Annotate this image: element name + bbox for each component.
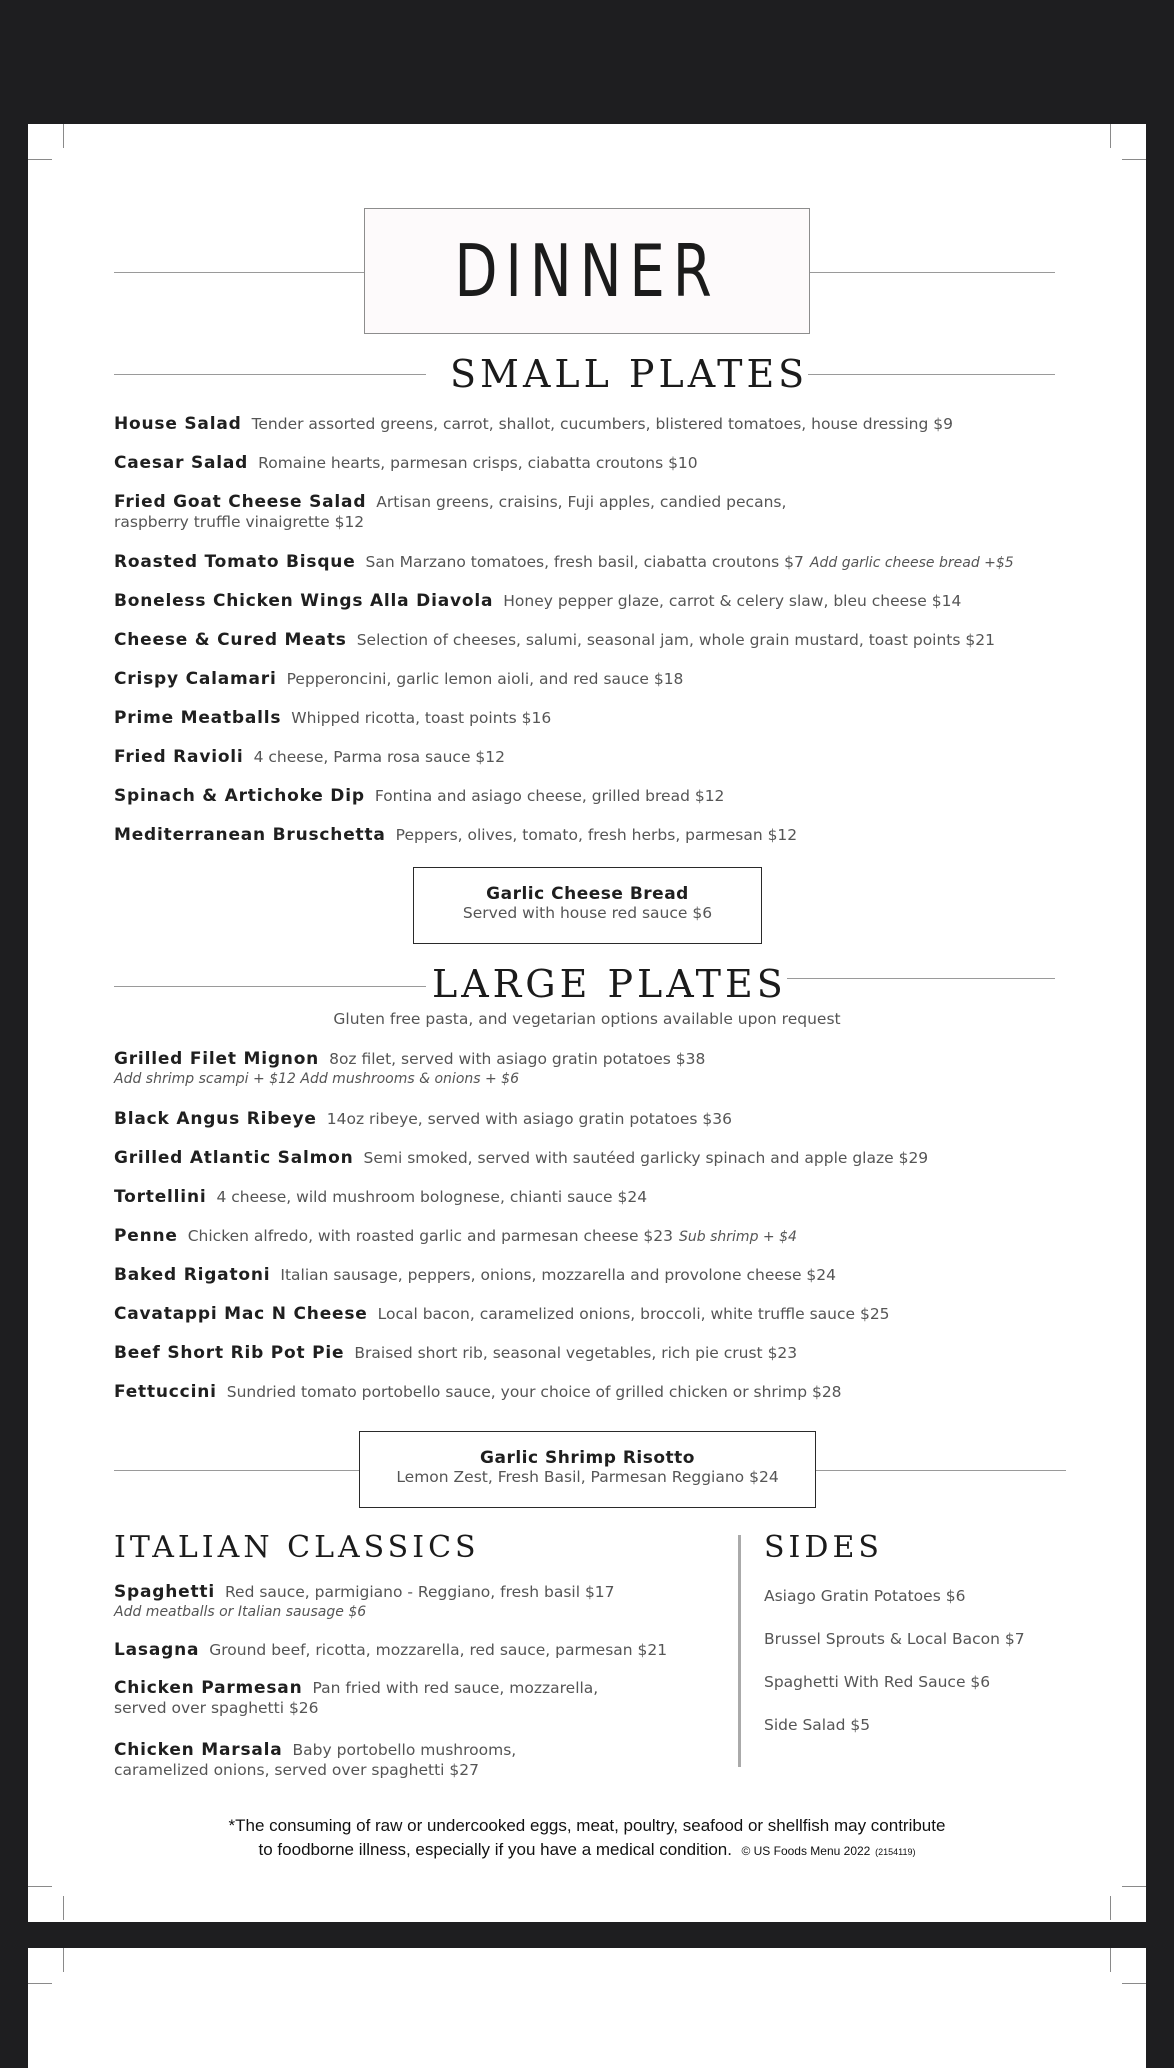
dietary-note: Gluten free pasta, and vegetarian options available upon request [333,1010,841,1028]
menu-item [114,1640,667,1660]
crop-mark [1110,1948,1111,1972]
crop-mark [1110,1896,1111,1920]
item-addon: Add garlic cheese bread +$5 [809,555,1014,571]
item-desc: Braised short rib, seasonal vegetables, rich pie crust $23 [354,1344,798,1362]
item-desc: Local bacon, caramelized onions, broccoli, white truffle sauce $25 [377,1305,890,1323]
side-item: Brussel Sprouts & Local Bacon $7 [764,1630,1025,1648]
menu-item [114,414,953,434]
menu-item [114,1148,928,1168]
menu-item [114,1187,647,1207]
item-addon: Add meatballs or Italian sausage $6 [114,1604,367,1620]
item-desc: Romaine hearts, parmesan crisps, ciabatta croutons $10 [258,454,698,472]
menu-item [114,630,995,650]
menu-item [114,1265,836,1285]
item-desc: Sundried tomato portobello sauce, your choice of grilled chicken or shrimp $28 [226,1383,842,1401]
featured-item-name: Garlic Cheese Bread [486,884,689,904]
large-plates-heading: LARGE PLATES [432,962,787,1006]
item-desc: Artisan greens, craisins, Fuji apples, candied pecans, [376,493,787,511]
menu-item [114,492,786,532]
featured-item-box [413,867,762,944]
item-name: Boneless Chicken Wings Alla Diavola [114,591,494,611]
item-name: Beef Short Rib Pot Pie [114,1343,345,1363]
menu-item [114,1382,842,1402]
menu-item [114,1109,732,1129]
crop-mark [28,159,52,160]
menu-item [114,786,724,806]
item-name: Caesar Salad [114,453,249,473]
item-desc: 4 cheese, Parma rosa sauce $12 [253,748,505,766]
title-rule-left [114,272,364,273]
featured-item-name: Garlic Shrimp Risotto [480,1448,695,1468]
item-desc: Chicken alfredo, with roasted garlic and parmesan cheese $23 [187,1227,674,1245]
page-title: DINNER [454,229,720,313]
item-name: Prime Meatballs [114,708,282,728]
item-addon: Add shrimp scampi + $12 Add mushrooms & onions + $6 [114,1071,519,1087]
item-desc: Fontina and asiago cheese, grilled bread $12 [374,787,725,805]
item-name: Penne [114,1226,178,1246]
crop-mark [1122,1983,1146,1984]
menu-item [114,825,797,845]
featured-item-desc: Served with house red sauce $6 [462,904,713,922]
item-desc: Pan fried with red sauce, mozzarella, [312,1679,599,1697]
menu-item [114,669,683,689]
item-name: Mediterranean Bruschetta [114,825,386,845]
item-name: Spaghetti [114,1582,215,1602]
menu-item [114,1678,598,1718]
italian-classics-heading: ITALIAN CLASSICS [114,1530,480,1565]
item-desc: Italian sausage, peppers, onions, mozzarella and provolone cheese $24 [280,1266,837,1284]
menu-item [114,453,698,473]
item-desc-continued: raspberry truffle vinaigrette $12 [114,513,365,531]
menu-item [114,747,505,767]
small-plates-rule-left [114,374,426,375]
crop-mark [1122,1886,1146,1887]
feature-rule-right [816,1470,1066,1471]
copyright: © US Foods Menu 2022 [741,1844,871,1858]
large-plates-rule-left [114,986,426,987]
item-name: Grilled Atlantic Salmon [114,1148,354,1168]
item-name: Lasagna [114,1640,200,1660]
item-desc: Ground beef, ricotta, mozzarella, red sauce, parmesan $21 [209,1641,668,1659]
menu-item [114,1740,516,1780]
menu-item [114,1226,797,1247]
item-desc: 4 cheese, wild mushroom bolognese, chianti sauce $24 [216,1188,648,1206]
item-name: House Salad [114,414,242,434]
side-item: Side Salad $5 [764,1716,871,1734]
title-box [364,208,810,334]
menu-item [114,552,1014,573]
small-plates-heading: SMALL PLATES [450,352,809,396]
item-desc: Selection of cheeses, salumi, seasonal jam, whole grain mustard, toast points $21 [356,631,995,649]
crop-mark [28,1886,52,1887]
item-name: Fried Goat Cheese Salad [114,492,367,512]
column-divider [738,1535,741,1767]
crop-mark [1110,124,1111,148]
item-name: Grilled Filet Mignon [114,1049,320,1069]
menu-item [114,1343,797,1363]
disclaimer-line-2-row [0,1838,1174,1864]
menu-item [114,1304,890,1324]
crop-mark [63,1896,64,1920]
item-name: Spinach & Artichoke Dip [114,786,365,806]
menu-item [114,1582,615,1622]
side-item: Spaghetti With Red Sauce $6 [764,1673,991,1691]
item-desc: Semi smoked, served with sautéed garlicky spinach and apple glaze $29 [363,1149,929,1167]
item-name: Baked Rigatoni [114,1265,271,1285]
item-name: Fried Ravioli [114,747,244,767]
item-desc-continued: caramelized onions, served over spaghetti $27 [114,1761,479,1779]
sides-heading: SIDES [764,1530,883,1565]
item-desc: Red sauce, parmigiano - Reggiano, fresh basil $17 [224,1583,615,1601]
item-desc: 14oz ribeye, served with asiago gratin potatoes $36 [326,1110,732,1128]
item-addon: Sub shrimp + $4 [679,1229,797,1245]
disclaimer-line-2: to foodborne illness, especially if you have a medical condition. [258,1840,732,1859]
crop-mark [63,124,64,148]
item-name: Cavatappi Mac N Cheese [114,1304,368,1324]
menu-code: (2154119) [875,1847,916,1857]
featured-item-desc: Lemon Zest, Fresh Basil, Parmesan Reggiano $24 [396,1468,779,1486]
disclaimer-line-1: *The consuming of raw or undercooked eggs, meat, poultry, seafood or shellfish may contribute [228,1816,946,1835]
item-name: Roasted Tomato Bisque [114,552,356,572]
item-name: Tortellini [114,1187,207,1207]
item-desc: Whipped ricotta, toast points $16 [291,709,552,727]
feature-rule-left [114,1470,359,1471]
featured-item-box [359,1431,816,1508]
title-rule-right [810,272,1055,273]
item-desc: San Marzano tomatoes, fresh basil, ciabatta croutons $7 [365,553,804,571]
next-menu-page [28,1948,1146,2068]
item-desc: Pepperoncini, garlic lemon aioli, and red sauce $18 [286,670,684,688]
item-desc: Peppers, olives, tomato, fresh herbs, parmesan $12 [395,826,798,844]
item-desc: Honey pepper glaze, carrot & celery slaw, bleu cheese $14 [503,592,962,610]
crop-mark [28,1983,52,1984]
menu-item [114,1049,705,1089]
item-name: Cheese & Cured Meats [114,630,347,650]
crop-mark [1122,159,1146,160]
side-item: Asiago Gratin Potatoes $6 [764,1587,966,1605]
item-desc: 8oz filet, served with asiago gratin potatoes $38 [329,1050,706,1068]
crop-mark [63,1948,64,1972]
menu-item [114,708,551,728]
item-name: Chicken Parmesan [114,1678,303,1698]
item-desc: Tender assorted greens, carrot, shallot, cucumbers, blistered tomatoes, house dressing $9 [251,415,953,433]
item-desc-continued: served over spaghetti $26 [114,1699,319,1717]
food-safety-disclaimer [0,1814,1174,1864]
item-name: Fettuccini [114,1382,217,1402]
menu-item [114,591,961,611]
item-name: Black Angus Ribeye [114,1109,317,1129]
item-name: Crispy Calamari [114,669,277,689]
item-desc: Baby portobello mushrooms, [292,1741,517,1759]
item-name: Chicken Marsala [114,1740,283,1760]
